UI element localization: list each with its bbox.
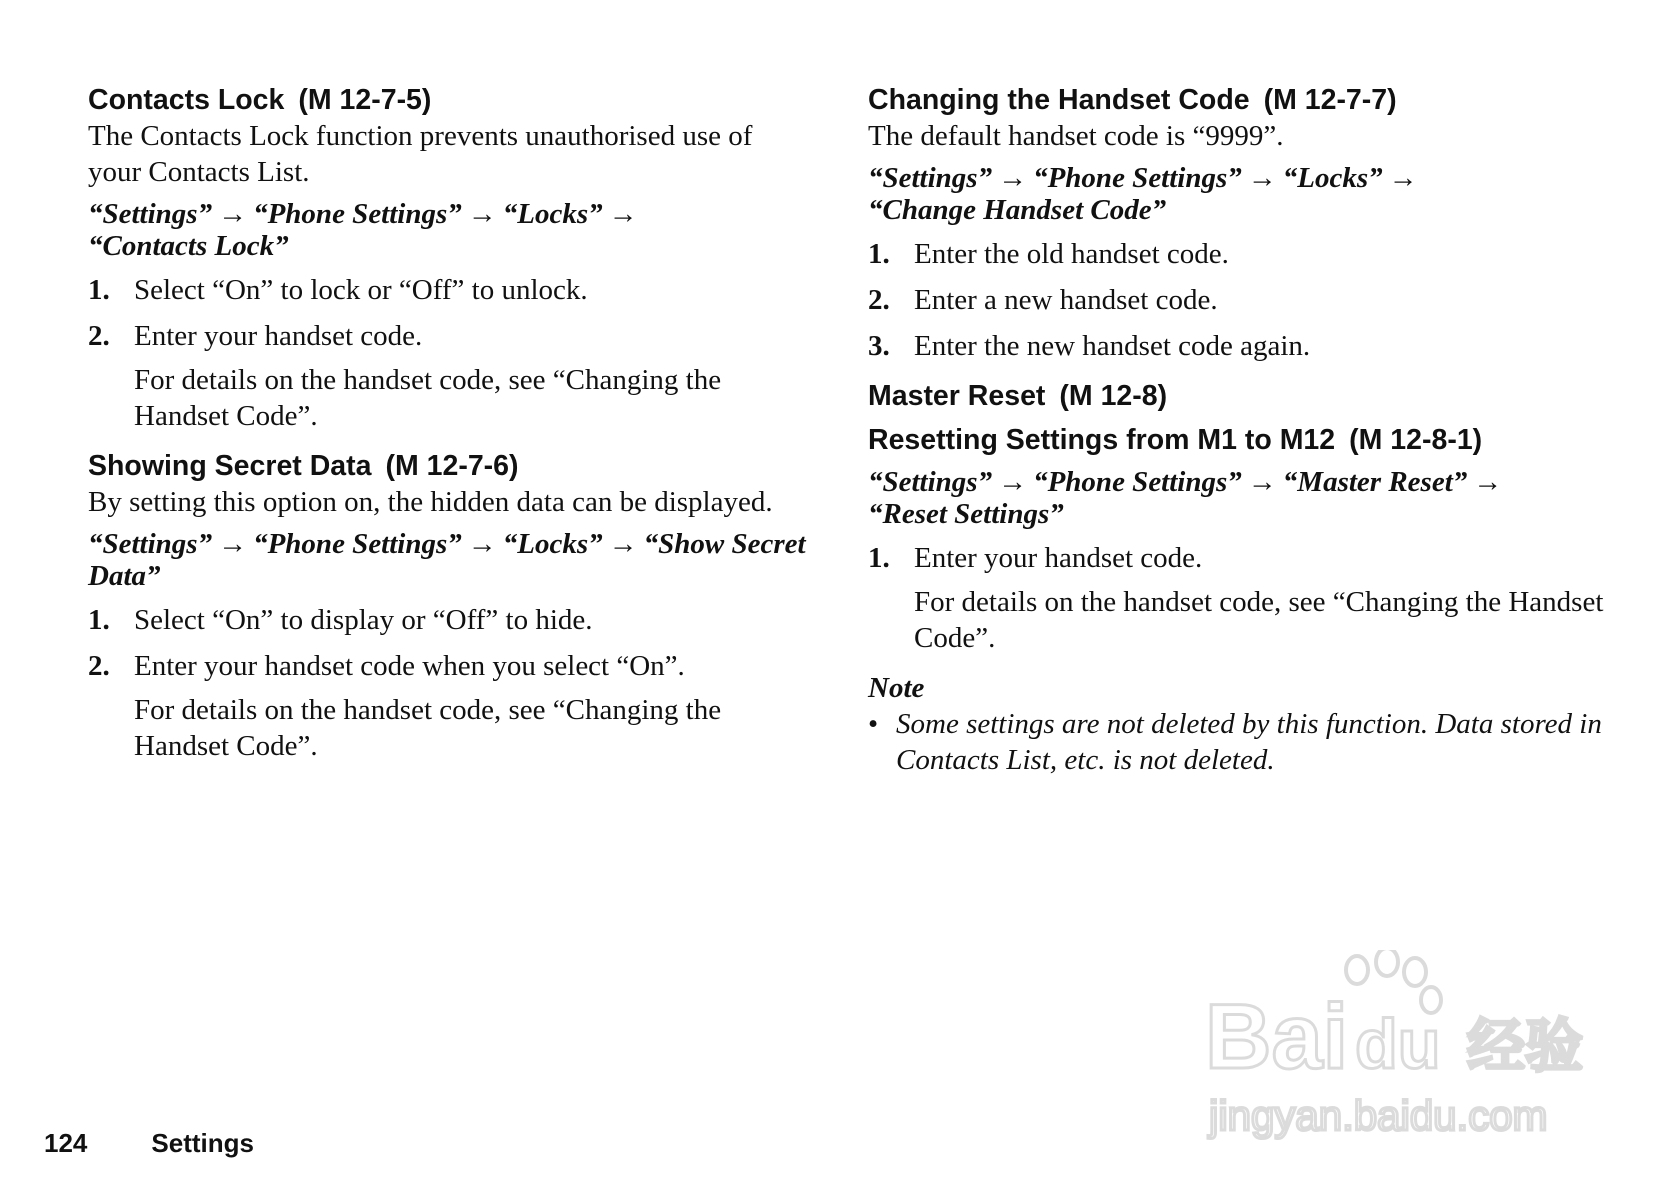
- section-heading-showing-secret-data: Showing Secret Data (M 12-7-6): [88, 450, 519, 482]
- step-detail: For details on the handset code, see “Changing the Handset Code”.: [134, 364, 722, 432]
- step-item: 1. Select “On” to display or “Off” to hide.: [88, 604, 593, 636]
- arrow-icon: →: [467, 198, 497, 230]
- step-item: 1. Select “On” to lock or “Off” to unlock.: [88, 274, 588, 306]
- arrow-icon: →: [467, 528, 497, 560]
- menu-path: “Settings” → “Phone Settings” → “Locks” → “Contacts Lock”: [88, 198, 638, 262]
- step-item: 2. Enter your handset code.: [88, 320, 423, 352]
- arrow-icon: →: [608, 528, 638, 560]
- page-footer: [44, 1128, 254, 1159]
- step-item: 2. Enter your handset code when you select “On”.: [88, 650, 685, 682]
- page-number: 124: [44, 1128, 88, 1158]
- section-heading-changing-handset-code: Changing the Handset Code (M 12-7-7): [868, 84, 1397, 116]
- svg-text:经验: 经验: [1467, 1014, 1584, 1079]
- section-heading-contacts-lock: Contacts Lock (M 12-7-5): [88, 84, 432, 116]
- arrow-icon: →: [1473, 466, 1503, 498]
- svg-text:jingyan.baidu.com: jingyan.baidu.com: [1209, 1092, 1548, 1139]
- section-body: By setting this option on, the hidden data can be displayed.: [88, 486, 773, 518]
- section-body: The Contacts Lock function prevents unauthorised use of your Contacts List.: [88, 120, 753, 188]
- arrow-icon: →: [1247, 466, 1277, 498]
- arrow-icon: →: [1388, 162, 1418, 194]
- svg-text:du: du: [1355, 1005, 1441, 1083]
- arrow-icon: →: [218, 528, 248, 560]
- step-detail: For details on the handset code, see “Changing the Handset Code”.: [914, 586, 1604, 654]
- bullet-icon: •: [868, 708, 879, 740]
- arrow-icon: →: [1247, 162, 1277, 194]
- right-column: [868, 82, 1613, 778]
- note-title: Note: [868, 672, 925, 704]
- section-heading-master-reset: Master Reset (M 12-8): [868, 380, 1168, 412]
- menu-path: “Settings” → “Phone Settings” → “Locks” → “Show Secret Data”: [88, 528, 806, 592]
- step-item: 1. Enter your handset code.: [868, 542, 1203, 574]
- note-bullet: • Some settings are not deleted by this function. Data stored in Contacts List, etc. is not deleted.: [868, 708, 1602, 776]
- step-item: 3. Enter the new handset code again.: [868, 330, 1311, 362]
- left-column: [88, 82, 808, 764]
- arrow-icon: →: [998, 466, 1028, 498]
- menu-path: “Settings” → “Phone Settings” → “Locks” → “Change Handset Code”: [868, 162, 1418, 226]
- arrow-icon: →: [998, 162, 1028, 194]
- svg-text:Bai: Bai: [1205, 986, 1349, 1088]
- menu-path: “Settings” → “Phone Settings” → “Master Reset” → “Reset Settings”: [868, 466, 1503, 530]
- baidu-watermark-logo-icon: [1205, 950, 1605, 1140]
- arrow-icon: →: [608, 198, 638, 230]
- step-detail: For details on the handset code, see “Changing the Handset Code”.: [134, 694, 722, 762]
- arrow-icon: →: [218, 198, 248, 230]
- section-body: The default handset code is “9999”.: [868, 120, 1284, 152]
- step-item: 2. Enter a new handset code.: [868, 284, 1218, 316]
- footer-section: Settings: [151, 1128, 254, 1158]
- step-item: 1. Enter the old handset code.: [868, 238, 1229, 270]
- section-heading-resetting-settings: Resetting Settings from M1 to M12 (M 12-8-1): [868, 424, 1483, 456]
